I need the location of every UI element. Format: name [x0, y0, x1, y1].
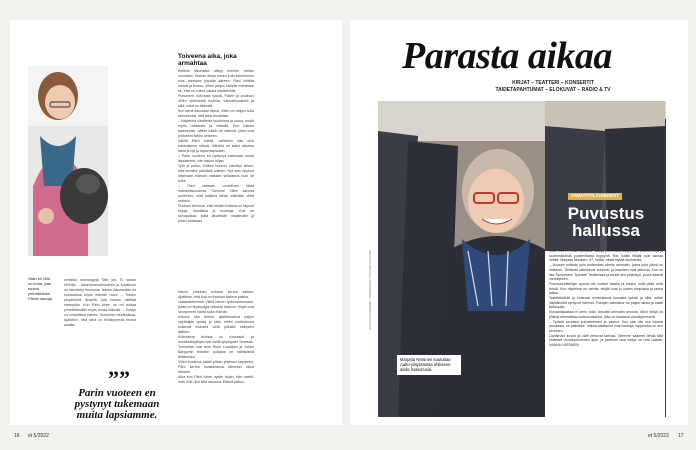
woman-with-dog-photo [28, 66, 108, 256]
pull-quote: Parin vuoteen en pystynyt tukemaan muita lapsiamme. [74, 387, 160, 421]
issue-label-left: et 5/2022 [28, 433, 49, 439]
page-number-left: 16 [14, 433, 20, 439]
left-column-text: veltaisia monologeja Sfär ym. Ei sanan hölinää – äänenvoimakkuuteen ja kuvailuun on kiinnitetty huomiota. Hänen äänessään on kuultavissa myös elämän rosot. – Tuisen ympäröiviä lämpöä, jota haluan välittää eteenpäin. Kun Päivi tulee, se voi auttaa ymmärtämään myös omaa elämää. – Korppi on merkittävä hahmo Tuomelan viestintässa. Ajattelen, että siinä on tiivistyneenä monia asioita. [64, 278, 136, 327]
section-title: Parasta aikaa [402, 35, 612, 77]
section-heading: Toiveena aika, joka armahtaa [178, 53, 237, 67]
issue-label-right: et 5/2022 [648, 433, 669, 439]
page-number-right: 17 [678, 433, 684, 439]
feature-text: KUN TARVITTAAN tarvitaan aatoja pikimustia saappaita, pukutermejä ja uudennäköisiä puolimittaisia hyppyriä. Rai, kaikki tekijät ovat samaa mieltä: Marjatta Nissinen, 67, tietää, mistä löytää etsimänsä. – Vuosien mittaan opin tuntemaan tämän ammatin, jossa joka päivä on erilainen. Tehtävät vaihtelevat suuresti, ja haasteet ovat jatkuvia. Kun on itse Tampereen Työväen Teatterissa ja kaikki sen yhteistyö, puvut saavat merkityksen. Pukusuunnittelijan apuna hän kulkee lavalla ja kuiskii, mitä pitää vielä tehdä. Kun näytelmä on valmis, tekijät ovat jo uuden kimpussa ja tarina jatkuu. Taidetehtävät ja elokuvat muistuttavat luovasta työstä ja siitä, miten näyttämöllä syntyvät hahmot. Pukujen valmistus vie paljon aikaa ja vaatii tarkkuutta. Kuukausipalkka ei kerro koko totuutta ammatin arvosta. Moni tekijä on pitänyt ammattiaan kutsumuksena, joka on kantanut vuosikymmeniä. – Työssä korostuu palveleminen ja vastuu. Kun saa olla osa luovaa prosessia, se palkitsee. Vaikka aikataulut ovat tiukkoja, lopputulos on sen arvoinen. Löytämäni kuviot ja värit kertovat tarinaa. Olemme saaneet tehdä tätä yhdessä vuosikymmenien ajan, ja jokainen uusi esitys on uusi haaste. HANNU NISSINEN [549, 249, 663, 348]
right-column-text: hänen yhteinen kotinsa kertoo kaiken. Ajattelen, että koti on ihmisen tärkein paikka. Haastattelemme Villeä hänen työhuoneessaan, jossa on kirjahyllyjä lattiasta kattoon. Kirjat ovat seuranneet häntä koko elämän. Kotona hän kertoo ajattelevansa paljon näyttelijän työstä ja siitä, miten roolihahmot kulkevat mukana vielä pitkään esitysten jälkeen. Kotimaisia teoksia on runsaasti, ja suosikkikirjailijat ovat esillä työpöydän vieressä. Tuomelan uusi teos Reko Lundánin ja Johan Bargumin tekstien pohjalta on nähtävissä teatterissa. Villen kuolema päätti pitkän yhteisen taipaleen. Päivi kertoo muistavansa viimeiset viikot tarkasti. Aina kun Päivi lukee hyvän kirjan, hän miettii, mitä Ville olisi siitä sanonut. Elämä jatkuu. [178, 290, 254, 384]
subtitle-line-2: TAIDETAPAHTUMAT – ELOKUVAT – RADIO & TV [495, 87, 611, 93]
right-photo-caption: Marjatta Nissinen kouluttaa Aalto-yliopistossa ohikseen alalle hakeutuvia. [397, 355, 461, 375]
category-tag: AMMATTILAISIIDEST [568, 193, 622, 200]
middle-column [178, 53, 254, 224]
quote-mark: ”” [108, 366, 130, 391]
middle-column-text: Keittiön ikkunasta näkyy merelle, etelän suuntaan. Hiukan aikaa ennen kuin kävelemme ulos, istumme pöydän ääreen. Päivi keittää kahvia ja kertoo, miten paljon hänelle merkitsee se, että on voinut palata näyttämölle. Puhumme tulevasta työstä, Päivin ja puolison Villen yhteisestä kodista, tulevaisuudesta ja siitä, mikä on tärkeää. Kun tämä sanotaan tässä, Villen on helppo tulla sanoneeksi, että aika armahtaa. – Näytelmä käsittelee kuolemaa ja surua, mutta myös rakkautta ja elämää. Kun katsoo taaksepäin, näkee kaikki ne valinnat, jotka ovat johtaneet tähän hetkeen. Välillä Päivi miettii, millainen olisi ollut toisenlainen elämä. Hänellä on kaksi aikuista lasta ja nyt jo lapsenlapsiakin. – Parin vuoteen en pystynyt tukemaan muita lapsiamme, hän sanoo hiljaa. Työt ja pelko: Kaiken huomio kiinnittyi siihen, että selviäisi päivästä toiseen. Nyt olen oppinut ottamaan elämän vastaan sellaisena kuin se tulee. – Olen valtavan onnellinen tästä mahdollisuudesta. Olemme Villen kanssa pohtineet, mitä kaikkea tähän elämään vielä mahtuu. Puolisot kertovat, että heidän kotinsa on täynnä kirjoja, musiikkia ja muistoja. Koti on turvapaikka, josta lähdetään maailmalle ja johon palataan. [178, 69, 254, 223]
subtitle-line-1: KIRJAT – TEATTERI – KONSERTIT [512, 80, 594, 86]
photo-credit: KUVA SAUTEENIEMI / TAMPEREEN TYÖVÄEN TEATTERI [368, 249, 372, 330]
section-subtitle [458, 80, 648, 94]
left-photo-caption: Vallu eli Ville on koira, jota tuntuu ymmärtävän Päivin sanoja. [28, 276, 53, 301]
feature-title: Puvustus hallussa [567, 204, 645, 240]
